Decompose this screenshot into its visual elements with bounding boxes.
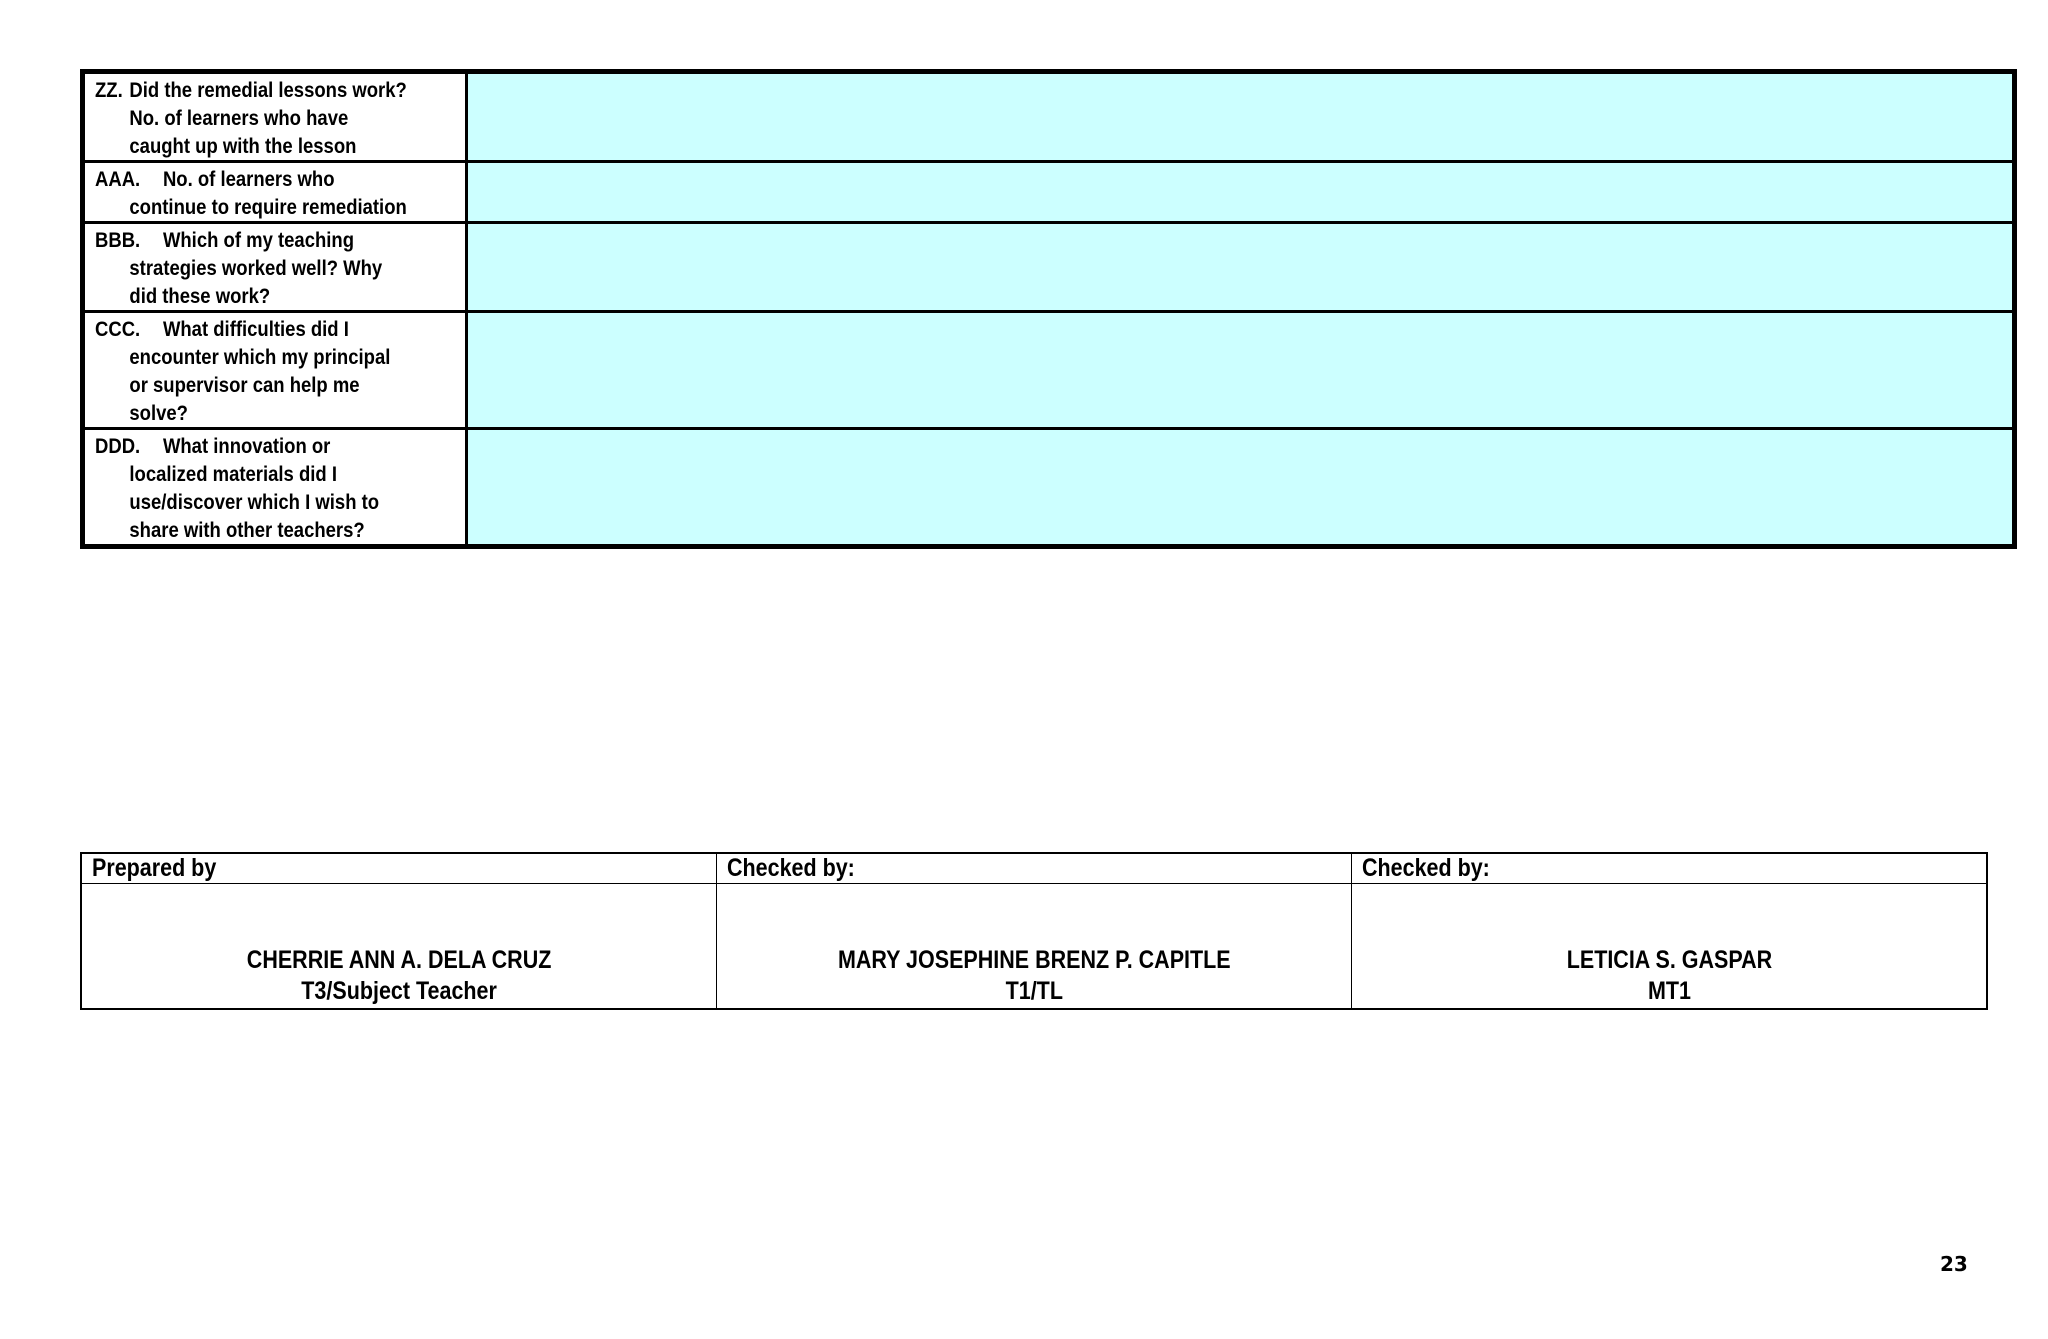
checked-by-label: Checked by:: [1362, 854, 1491, 882]
signature-header-cell: [81, 853, 716, 884]
reflection-row: [83, 72, 2015, 162]
answer-cell[interactable]: [467, 72, 2015, 162]
checked-by-label: Checked by:: [726, 854, 855, 882]
signature-cell: [1352, 884, 1987, 1010]
signatory-name: LETICIA S. GASPAR: [1566, 946, 1772, 974]
question-cell: [83, 429, 467, 547]
question-text: strategies worked well? Why: [129, 256, 383, 280]
question-text: localized materials did I: [129, 462, 337, 486]
signatory-role: MT1: [1647, 977, 1691, 1005]
question-cell: [83, 312, 467, 429]
signatory-name: MARY JOSEPHINE BRENZ P. CAPITLE: [837, 946, 1231, 974]
page-number: 23: [1940, 1252, 1968, 1276]
prepared-by-label: Prepared by: [92, 854, 217, 882]
answer-cell[interactable]: [467, 312, 2015, 429]
question-text: What innovation or: [162, 434, 331, 458]
question-text: solve?: [129, 401, 188, 425]
question-text: use/discover which I wish to: [129, 490, 380, 514]
question-text: continue to require remediation: [129, 195, 407, 219]
answer-cell[interactable]: [467, 162, 2015, 223]
question-text: No. of learners who: [162, 167, 335, 191]
signature-header-cell: [716, 853, 1351, 884]
row-letter: CCC.: [95, 317, 141, 341]
row-letter: BBB.: [95, 228, 141, 252]
signature-header-cell: [1352, 853, 1987, 884]
question-text: What difficulties did I: [162, 317, 349, 341]
question-text: caught up with the lesson: [129, 134, 357, 158]
signatory-role: T1/TL: [1005, 977, 1063, 1005]
reflection-row: [83, 223, 2015, 312]
signatory-role: T3/Subject Teacher: [301, 977, 497, 1005]
question-cell: [83, 223, 467, 312]
row-letter: DDD.: [95, 434, 141, 458]
row-letter: ZZ.: [95, 78, 123, 102]
question-cell: [83, 72, 467, 162]
question-text: Which of my teaching: [162, 228, 355, 252]
question-text: share with other teachers?: [129, 518, 365, 542]
reflection-row: [83, 162, 2015, 223]
question-text: did these work?: [129, 284, 271, 308]
signature-body-row: [81, 884, 1987, 1010]
signature-header-row: [81, 853, 1987, 884]
question-text: or supervisor can help me: [129, 373, 360, 397]
answer-cell[interactable]: [467, 429, 2015, 547]
reflection-table: [80, 69, 2017, 549]
signatory-name: CHERRIE ANN A. DELA CRUZ: [246, 946, 552, 974]
question-cell: [83, 162, 467, 223]
signature-cell: [81, 884, 716, 1010]
signature-cell: [716, 884, 1351, 1010]
question-text: Did the remedial lessons work?: [129, 78, 407, 102]
reflection-row: [83, 312, 2015, 429]
question-text: No. of learners who have: [129, 106, 349, 130]
row-letter: AAA.: [95, 167, 141, 191]
answer-cell[interactable]: [467, 223, 2015, 312]
signature-table: [80, 852, 1988, 1010]
reflection-row: [83, 429, 2015, 547]
question-text: encounter which my principal: [129, 345, 391, 369]
